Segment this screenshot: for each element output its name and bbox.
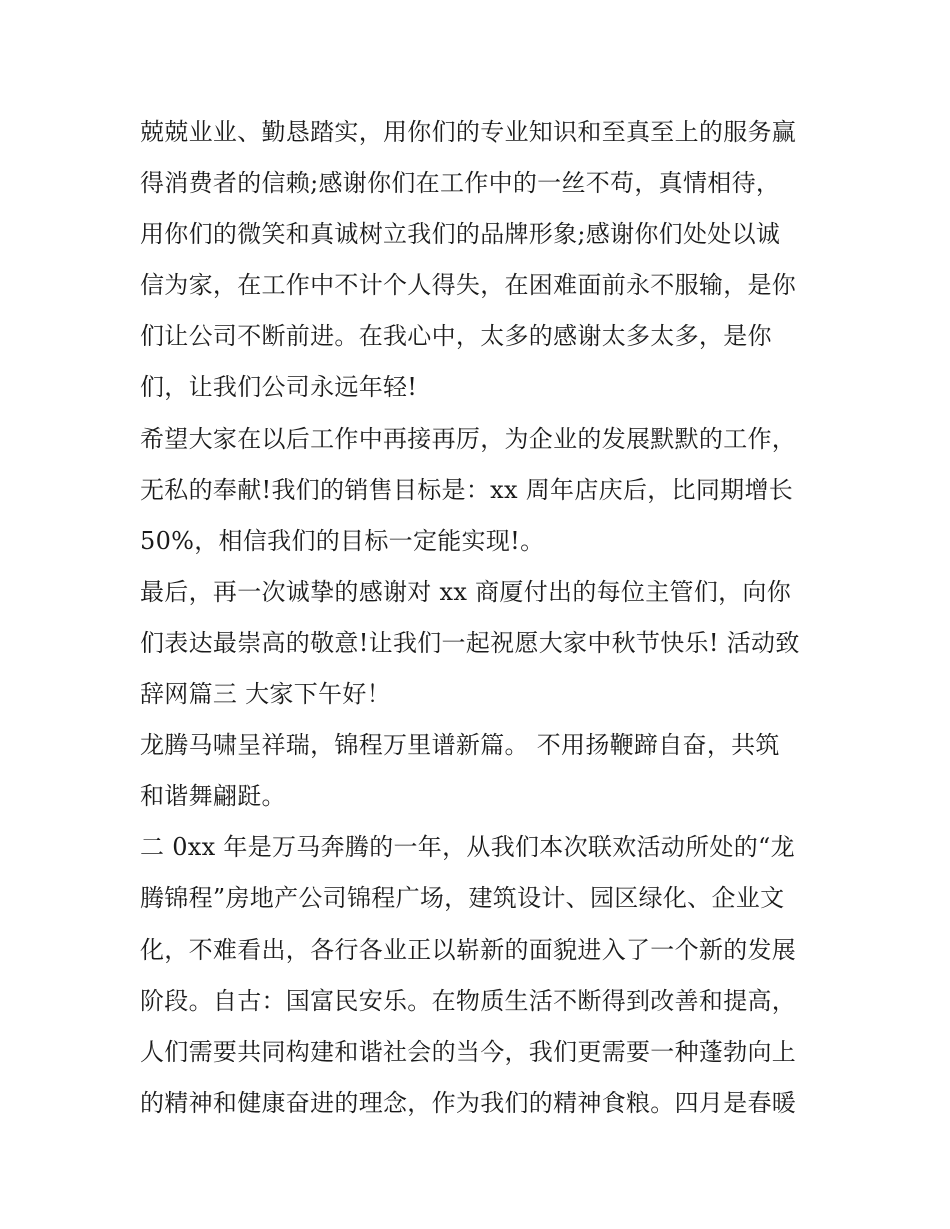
text-line: 的精神和健康奋进的理念，作为我们的精神食粮。四月是春暖: [140, 1088, 797, 1117]
text-line: 信为家，在工作中不计个人得失，在困难面前永不服输，是你: [140, 271, 797, 300]
text-line: 们，让我们公司永远年轻!: [140, 373, 418, 402]
text-line: 龙腾马啸呈祥瑞，锦程万里谱新篇。 不用扬鞭蹄自奋，共筑: [140, 731, 780, 760]
text-line: 最后，再一次诚挚的感谢对 xx 商厦付出的每位主管们，向你: [140, 577, 792, 606]
text-line: 用你们的微笑和真诚树立我们的品牌形象;感谢你们处处以诚: [140, 220, 781, 249]
text-line: 们让公司不断前进。在我心中，太多的感谢太多太多，是你: [140, 322, 772, 351]
body-text: [140, 107, 830, 1129]
text-line: 腾锦程”房地产公司锦程广场，建筑设计、园区绿化、企业文: [140, 884, 785, 913]
text-line: 二 0xx 年是万马奔腾的一年，从我们本次联欢活动所处的“龙: [140, 833, 795, 862]
text-line: 人们需要共同构建和谐社会的当今，我们更需要一种蓬勃向上: [140, 1037, 797, 1066]
text-line: 希望大家在以后工作中再接再厉，为企业的发展默默的工作，: [140, 424, 797, 453]
text-line: 们表达最崇高的敬意!让我们一起祝愿大家中秋节快乐! 活动致: [140, 628, 800, 657]
text-line: 阶段。自古：国富民安乐。在物质生活不断得到改善和提高，: [140, 986, 797, 1015]
text-line: 兢兢业业、勤恳踏实，用你们的专业知识和至真至上的服务赢: [140, 118, 797, 146]
text-line: 化，不难看出，各行各业正以崭新的面貌进入了一个新的发展: [140, 935, 797, 964]
text-line: 无私的奉献!我们的销售目标是：xx 周年店庆后，比同期增长: [140, 475, 794, 504]
text-line: 辞网篇三 大家下午好！: [140, 680, 391, 709]
text-line: 和谐舞翩跹。: [140, 782, 286, 811]
text-line: 50%，相信我们的目标一定能实现!。: [140, 526, 545, 555]
text-line: 得消费者的信赖;感谢你们在工作中的一丝不苟，真情相待，: [140, 169, 781, 198]
